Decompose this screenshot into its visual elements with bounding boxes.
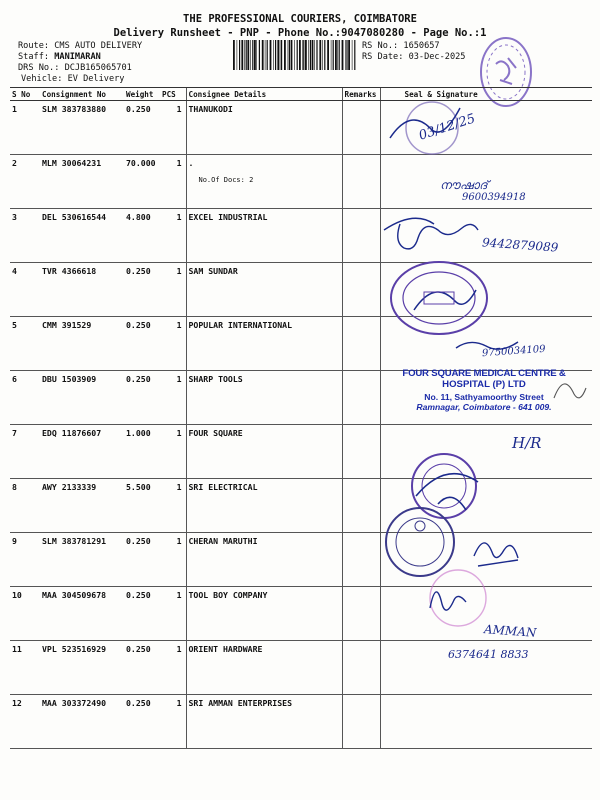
barcode-bar bbox=[302, 40, 303, 70]
barcode-bar bbox=[277, 40, 279, 70]
handwritten-phone-row12: 6374641 8833 bbox=[448, 648, 529, 661]
cell-consignment-no: MLM 30064231 bbox=[40, 155, 124, 209]
rs-number: RS No.: 1650657 bbox=[362, 41, 440, 51]
cell-pcs: 1 bbox=[160, 371, 186, 425]
barcode-bar bbox=[324, 40, 325, 70]
barcode-bar bbox=[299, 40, 301, 70]
cell-consignee: EXCEL INDUSTRIAL bbox=[186, 209, 342, 263]
runsheet-subtitle: Delivery Runsheet - PNP - Phone No.:9047080280 - Page No.:1 bbox=[113, 27, 487, 39]
barcode-bar bbox=[346, 40, 347, 70]
cell-pcs: 1 bbox=[160, 587, 186, 641]
cell-sno: 11 bbox=[10, 641, 40, 695]
drs-number: DRS No.: DCJB165065701 bbox=[18, 63, 132, 73]
cell-consignee: CHERAN MARUTHI bbox=[186, 533, 342, 587]
cell-sno: 2 bbox=[10, 155, 40, 209]
barcode-bar bbox=[337, 40, 338, 70]
cell-consignment-no: MAA 304509678 bbox=[40, 587, 124, 641]
popular-international-stamp-icon bbox=[384, 258, 494, 342]
signature-row7-icon bbox=[548, 368, 588, 408]
cell-remarks bbox=[342, 695, 380, 749]
barcode-bar bbox=[281, 40, 282, 70]
cell-consignment-no: VPL 523516929 bbox=[40, 641, 124, 695]
barcode-bar bbox=[289, 40, 290, 70]
handwritten-name-row12: AMMAN bbox=[483, 622, 537, 640]
cell-weight: 4.800 bbox=[124, 209, 160, 263]
cell-consignee: . No.Of Docs: 2 bbox=[186, 155, 342, 209]
table-row bbox=[10, 209, 592, 263]
cell-sno: 7 bbox=[10, 425, 40, 479]
cell-remarks bbox=[342, 209, 380, 263]
barcode-bar bbox=[280, 40, 281, 70]
cell-consignment-no: SLM 383783880 bbox=[40, 101, 124, 155]
cell-pcs: 1 bbox=[160, 479, 186, 533]
cell-sno: 9 bbox=[10, 533, 40, 587]
table-row bbox=[10, 695, 592, 749]
cell-pcs: 1 bbox=[160, 263, 186, 317]
handwritten-initials-row8: H/R bbox=[512, 434, 542, 452]
barcode-bar bbox=[288, 40, 289, 70]
handwritten-date-row1: 03/12/25 bbox=[417, 111, 478, 144]
runsheet-title: THE PROFESSIONAL COURIERS, COIMBATORE bbox=[183, 13, 417, 25]
cell-consignment-no: EDQ 11876607 bbox=[40, 425, 124, 479]
cell-remarks bbox=[342, 155, 380, 209]
barcode-bar bbox=[284, 40, 286, 70]
barcode-bar bbox=[297, 40, 298, 70]
cell-consignment-no: CMM 391529 bbox=[40, 317, 124, 371]
barcode-bar bbox=[270, 40, 272, 70]
cell-pcs: 1 bbox=[160, 425, 186, 479]
barcode-bar bbox=[342, 40, 344, 70]
col-header-consignment: Consignment No bbox=[40, 88, 124, 101]
stamp-line4: Ramnagar, Coimbatore - 641 009. bbox=[416, 402, 552, 412]
cell-remarks bbox=[342, 641, 380, 695]
cell-consignee: POPULAR INTERNATIONAL bbox=[186, 317, 342, 371]
barcode-bar bbox=[316, 40, 317, 70]
barcode-bar bbox=[348, 40, 350, 70]
stamp-line2: HOSPITAL (P) LTD bbox=[442, 379, 526, 390]
cell-sno: 12 bbox=[10, 695, 40, 749]
table-row bbox=[10, 479, 592, 533]
cell-seal-signature bbox=[380, 695, 592, 749]
barcode-bar bbox=[352, 40, 353, 70]
cell-weight: 0.250 bbox=[124, 101, 160, 155]
handwritten-name-row3: നൗഷാദ് bbox=[440, 178, 488, 192]
cell-weight: 1.000 bbox=[124, 425, 160, 479]
barcode-bar bbox=[345, 40, 346, 70]
col-header-seal: Seal & Signature bbox=[380, 88, 592, 101]
cell-remarks bbox=[342, 479, 380, 533]
handwritten-phone-row6: 9750034109 bbox=[481, 343, 546, 360]
cell-weight: 0.250 bbox=[124, 263, 160, 317]
cell-sno: 3 bbox=[10, 209, 40, 263]
cell-consignee: SAM SUNDAR bbox=[186, 263, 342, 317]
staff-line bbox=[18, 52, 101, 62]
stamp-line3: No. 11, Sathyamoorthy Street bbox=[424, 392, 544, 402]
cell-weight: 70.000 bbox=[124, 155, 160, 209]
barcode-bar bbox=[305, 40, 307, 70]
cell-sno: 6 bbox=[10, 371, 40, 425]
cell-weight: 0.250 bbox=[124, 587, 160, 641]
barcode-bar bbox=[331, 40, 332, 70]
cell-sno: 4 bbox=[10, 263, 40, 317]
cell-remarks bbox=[342, 425, 380, 479]
cell-sno: 10 bbox=[10, 587, 40, 641]
barcode-bar bbox=[237, 40, 238, 70]
cell-pcs: 1 bbox=[160, 641, 186, 695]
barcode-bar bbox=[314, 40, 315, 70]
col-header-pcs: PCS bbox=[160, 88, 186, 101]
cell-pcs: 1 bbox=[160, 155, 186, 209]
cell-weight: 5.500 bbox=[124, 479, 160, 533]
barcode-bar bbox=[262, 40, 264, 70]
barcode-bar bbox=[273, 40, 274, 70]
table-row bbox=[10, 425, 592, 479]
barcode-bar bbox=[239, 40, 240, 70]
col-header-remarks: Remarks bbox=[342, 88, 380, 101]
cell-consignee: FOUR SQUARE bbox=[186, 425, 342, 479]
cell-weight: 0.250 bbox=[124, 695, 160, 749]
cell-consignee: TOOL BOY COMPANY bbox=[186, 587, 342, 641]
barcode-bar bbox=[256, 40, 257, 70]
col-header-consignee: Consignee Details bbox=[186, 88, 342, 101]
signature-row11-icon bbox=[400, 568, 510, 628]
barcode-bar bbox=[291, 40, 293, 70]
cell-consignee: ORIENT HARDWARE bbox=[186, 641, 342, 695]
cell-sno: 1 bbox=[10, 101, 40, 155]
barcode-bar bbox=[259, 40, 260, 70]
barcode-bar bbox=[303, 40, 304, 70]
barcode-bar bbox=[335, 40, 337, 70]
handwritten-phone-row3: 9600394918 bbox=[462, 192, 526, 203]
barcode-bar bbox=[322, 40, 323, 70]
cell-pcs: 1 bbox=[160, 317, 186, 371]
table-header-row bbox=[10, 88, 592, 101]
cell-remarks bbox=[342, 587, 380, 641]
cell-remarks bbox=[342, 533, 380, 587]
cell-sno: 8 bbox=[10, 479, 40, 533]
barcode-bar bbox=[250, 40, 251, 70]
barcode-bar bbox=[244, 40, 245, 70]
staff-name: MANIMARAN bbox=[54, 52, 101, 62]
barcode-bar bbox=[252, 40, 253, 70]
barcode-bar bbox=[333, 40, 334, 70]
cell-consignee: SRI ELECTRICAL bbox=[186, 479, 342, 533]
staff-label: Staff: bbox=[18, 52, 50, 62]
cell-weight: 0.250 bbox=[124, 641, 160, 695]
rs-date: RS Date: 03-Dec-2025 bbox=[362, 52, 466, 62]
cell-pcs: 1 bbox=[160, 101, 186, 155]
cell-consignment-no: DEL 530616544 bbox=[40, 209, 124, 263]
cell-weight: 0.250 bbox=[124, 371, 160, 425]
number-of-docs: No.Of Docs: 2 bbox=[198, 176, 254, 184]
table-row bbox=[10, 263, 592, 317]
col-header-sno: S No bbox=[10, 88, 40, 101]
cell-consignment-no: MAA 303372490 bbox=[40, 695, 124, 749]
col-header-weight: Weight bbox=[124, 88, 160, 101]
barcode-bar bbox=[275, 40, 276, 70]
cell-weight: 0.250 bbox=[124, 533, 160, 587]
barcode-bar bbox=[308, 40, 309, 70]
cell-pcs: 1 bbox=[160, 209, 186, 263]
cell-consignment-no: DBU 1503909 bbox=[40, 371, 124, 425]
cell-consignment-no: SLM 383781291 bbox=[40, 533, 124, 587]
cell-consignee: THANUKODI bbox=[186, 101, 342, 155]
barcode-bar bbox=[312, 40, 314, 70]
handwritten-phone-row4: 9442879089 bbox=[481, 235, 559, 255]
route-text: Route: CMS AUTO DELIVERY bbox=[18, 41, 143, 51]
barcode-bar bbox=[267, 40, 268, 70]
barcode-bar bbox=[319, 40, 321, 70]
cell-consignment-no: AWY 2133339 bbox=[40, 479, 124, 533]
barcode-bar bbox=[241, 40, 243, 70]
barcode-bar bbox=[294, 40, 295, 70]
cell-consignee: SHARP TOOLS bbox=[186, 371, 342, 425]
barcode-bar bbox=[310, 40, 311, 70]
cell-consignment-no: TVR 4366618 bbox=[40, 263, 124, 317]
table-row bbox=[10, 101, 592, 155]
barcode-bar bbox=[246, 40, 247, 70]
cell-sno: 5 bbox=[10, 317, 40, 371]
cell-remarks bbox=[342, 317, 380, 371]
cell-consignee: SRI AMMAN ENTERPRISES bbox=[186, 695, 342, 749]
barcode-bar bbox=[265, 40, 266, 70]
cell-pcs: 1 bbox=[160, 533, 186, 587]
cell-pcs: 1 bbox=[160, 695, 186, 749]
barcode-image bbox=[232, 40, 358, 70]
barcode-bar bbox=[354, 40, 355, 70]
cell-remarks bbox=[342, 101, 380, 155]
cell-remarks bbox=[342, 371, 380, 425]
vehicle-text: Vehicle: EV Delivery bbox=[21, 74, 125, 84]
cell-weight: 0.250 bbox=[124, 317, 160, 371]
stamp-line1: FOUR SQUARE MEDICAL CENTRE & bbox=[402, 368, 566, 379]
barcode-bar bbox=[233, 40, 235, 70]
barcode-bar bbox=[254, 40, 256, 70]
barcode-bar bbox=[339, 40, 340, 70]
barcode-bar bbox=[247, 40, 249, 70]
cell-remarks bbox=[342, 263, 380, 317]
barcode-bar bbox=[327, 40, 329, 70]
